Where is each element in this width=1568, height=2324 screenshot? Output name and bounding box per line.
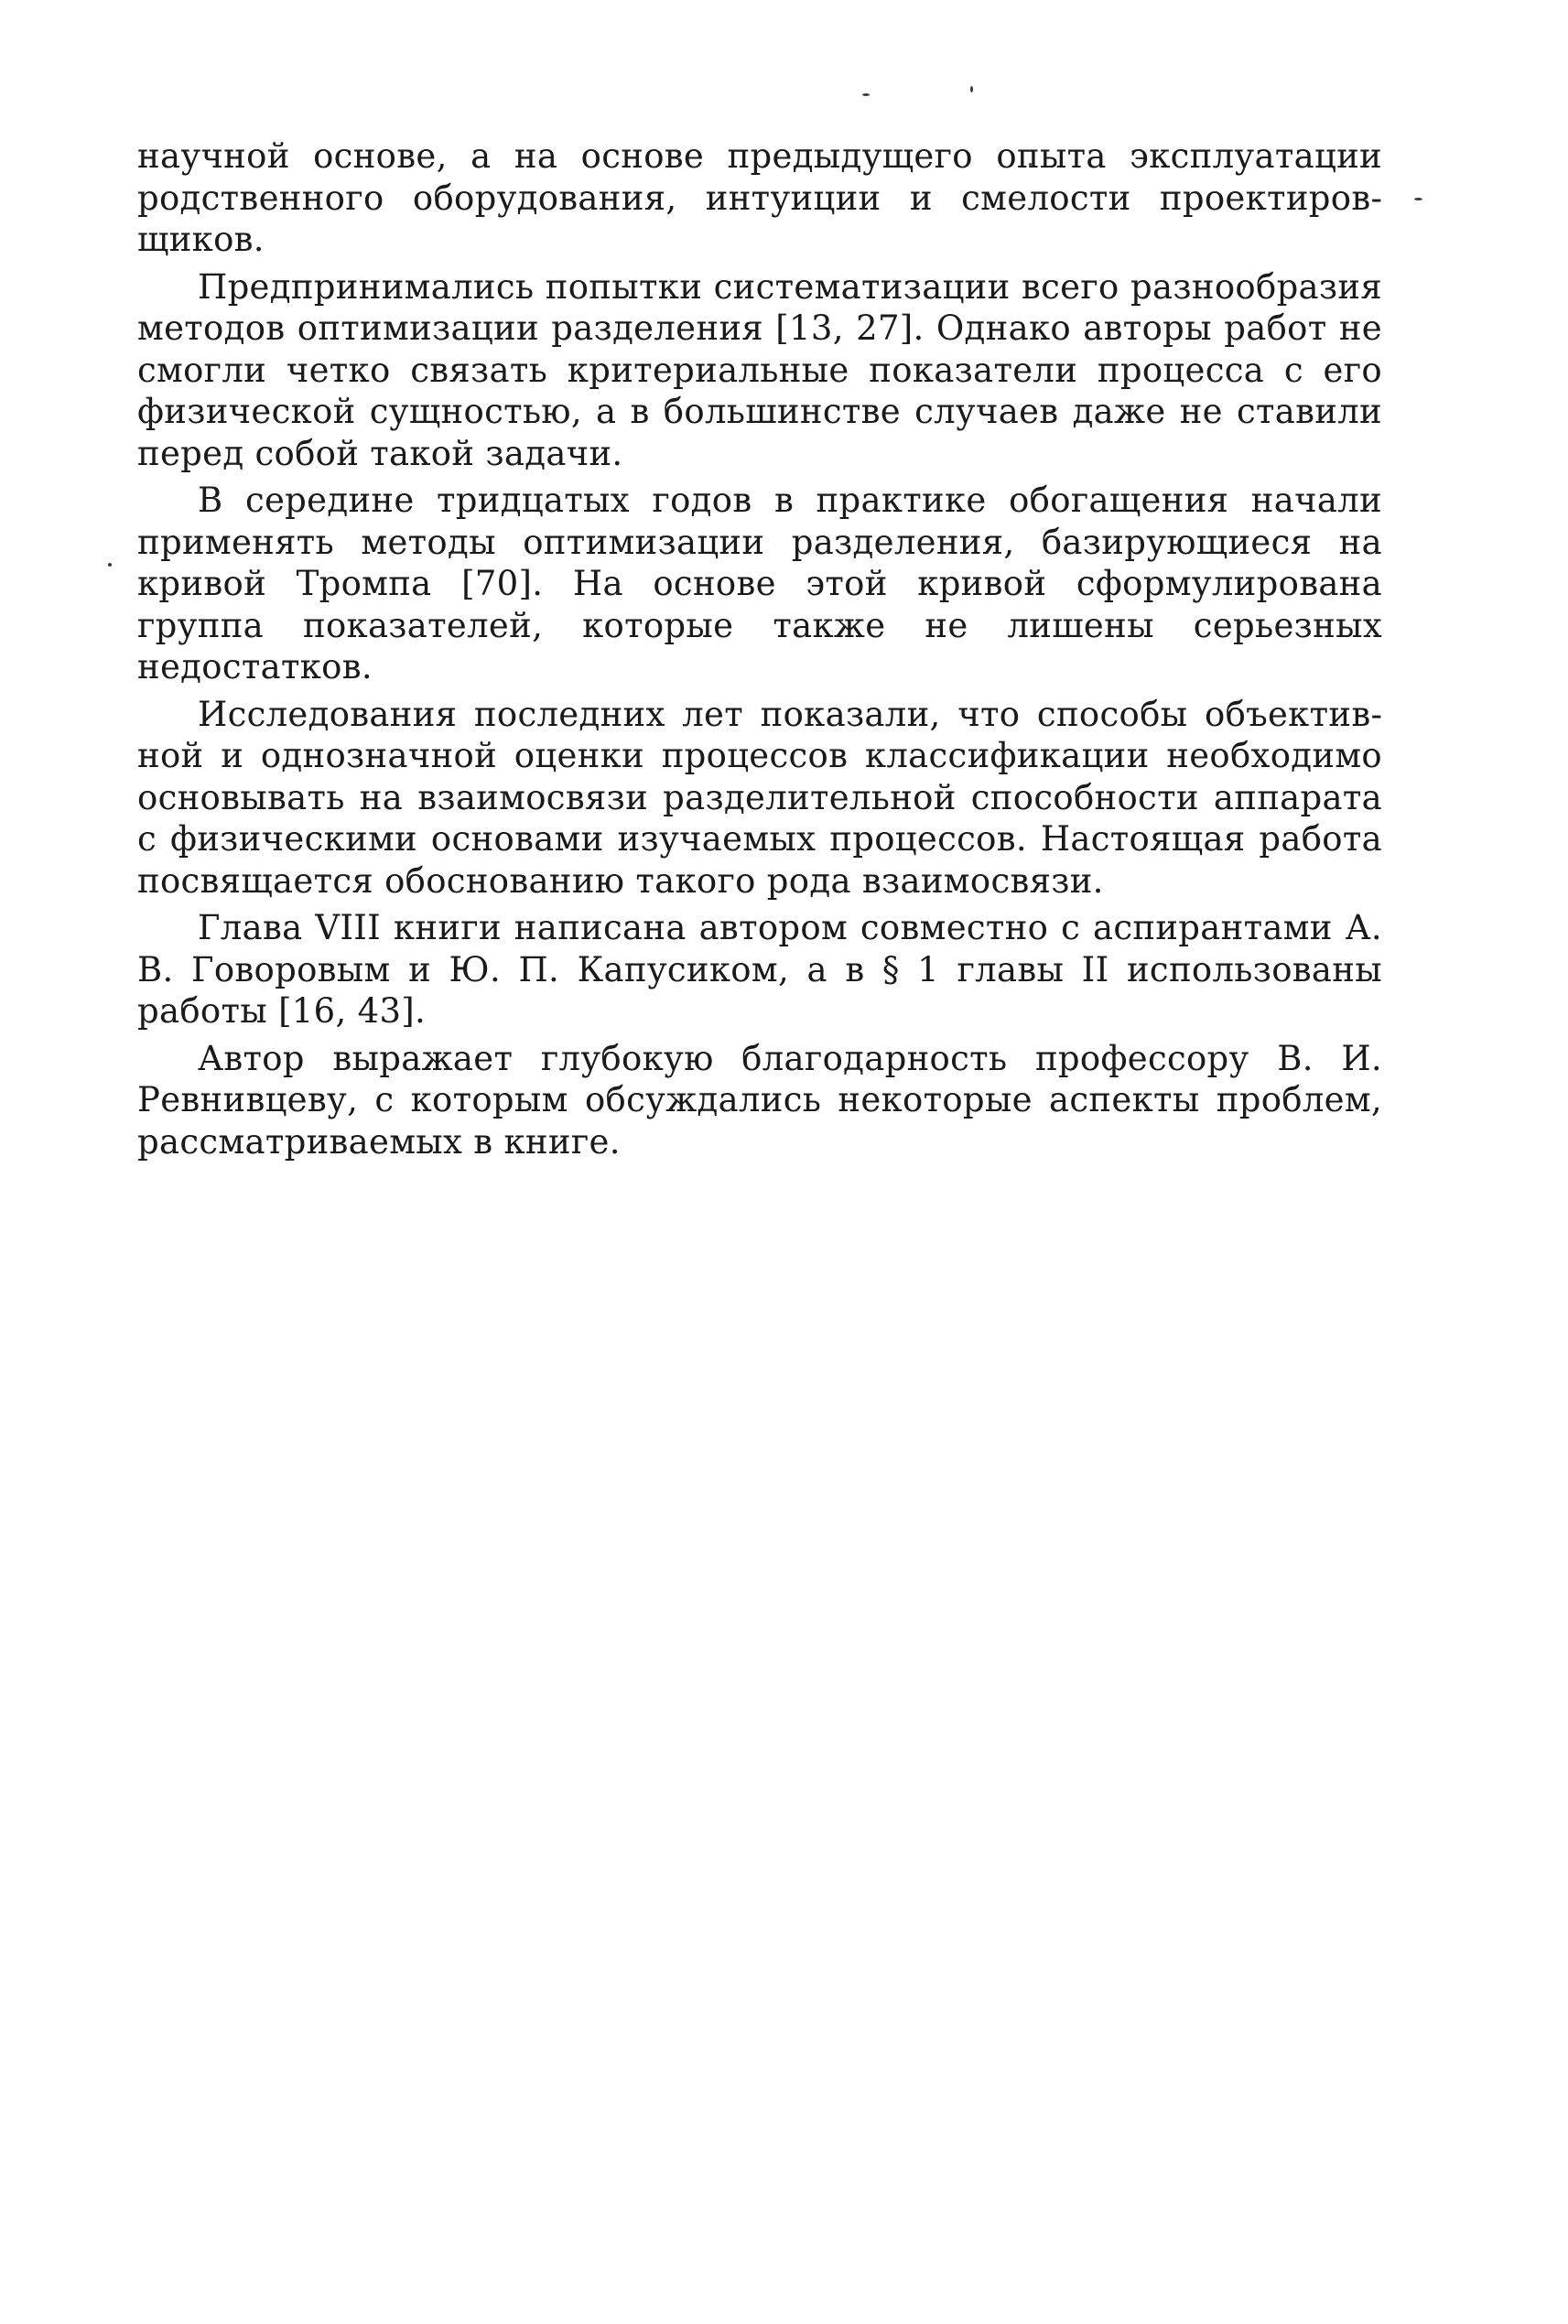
- paragraph-chapter-credits: Глава VIII книги написана автором совместно с аспирантами А. В. Говоровым и Ю. П. Капусиком, а в § 1 главы II использованы работы [16, 43].: [137, 908, 1382, 1031]
- print-speck: [1414, 198, 1422, 200]
- paragraph-recent-research: Исследования последних лет показали, что способы объективной и однозначной оценки процессов классификации необходимо основывать на взаимосвязи разделительной способности аппарата с физическими основами изучаемых процессов. Настоящая работа посвящается обоснованию такого рода взаимосвязи.: [137, 694, 1382, 901]
- paragraph-optimization-methods: Предпринимались попытки систематизации всего разнообразия методов оптимизации разделения [13, 27]. Однако авторы работ не смогли четко связать критериальные показатели процесса с его физической сущностью, а в большинстве случаев даже не ставили перед собой такой задачи.: [137, 266, 1382, 473]
- print-speck: [862, 93, 870, 96]
- print-speck: [108, 563, 112, 567]
- body-text: [137, 135, 1382, 1168]
- print-speck: [970, 86, 973, 92]
- paragraph-acknowledgement: Автор выражает глубокую благодарность профессору В. И. Ревнивцеву, с которым обсуждались некоторые аспекты проблем, рассматриваемых в книге.: [137, 1038, 1382, 1162]
- paragraph-continuation: научной основе, а на основе предыдущего опыта эксплуатации родственного оборудования, интуиции и смелости проектировщиков.: [137, 136, 1382, 259]
- paragraph-tromp-curve: В середине тридцатых годов в практике обогащения начали применять методы оптимизации разделения, базирующиеся на кривой Тромпа [70]. На основе этой кривой сформулирована группа показателей, которые также не лишены серьезных недостатков.: [137, 481, 1382, 686]
